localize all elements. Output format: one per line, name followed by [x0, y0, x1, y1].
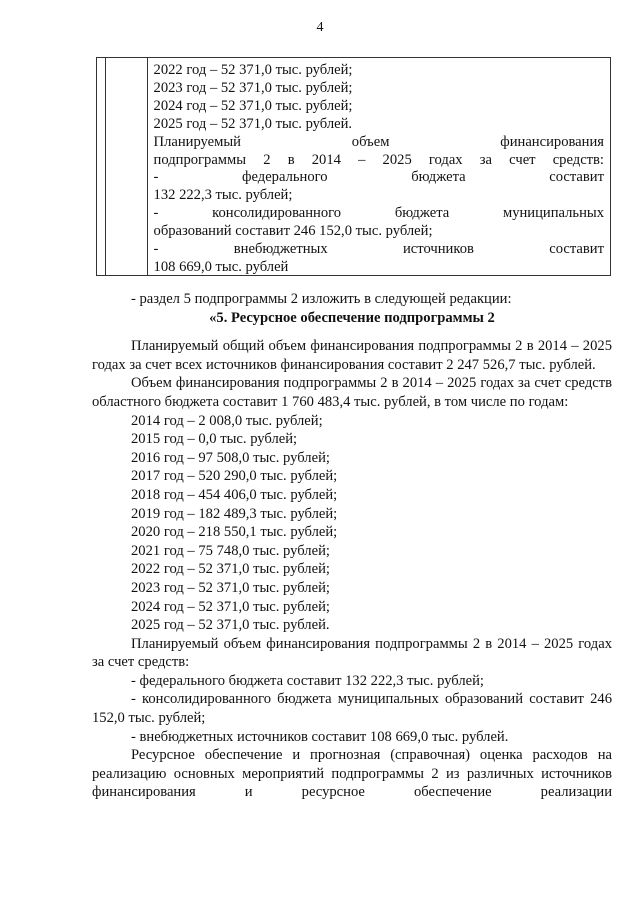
year-item: 2019 год – 182 489,3 тыс. рублей;: [131, 505, 338, 522]
funding-item-municipal: - консолидированного бюджета муниципальных образований составит 246 152,0 тыс. рублей;: [92, 691, 612, 727]
document-body: [92, 290, 612, 802]
table-line: 132 222,3 тыс. рублей;: [153, 187, 293, 204]
year-item: 2025 год – 52 371,0 тыс. рублей.: [131, 617, 330, 634]
table-column-1: [97, 58, 106, 275]
table-cell-financing-text: [148, 58, 610, 275]
year-item: 2022 год – 52 371,0 тыс. рублей;: [131, 561, 330, 578]
funding-item-extrabudgetary: - внебюджетных источников составит 108 669,0 тыс. рублей.: [131, 728, 509, 745]
table-line: Планируемый объем финансирования: [153, 133, 604, 150]
year-item: 2020 год – 218 550,1 тыс. рублей;: [131, 524, 338, 541]
year-item: 2017 год – 520 290,0 тыс. рублей;: [131, 468, 338, 485]
year-item: 2016 год – 97 508,0 тыс. рублей;: [131, 449, 330, 466]
paragraph-planned-financing: Планируемый объем финансирования подпрограммы 2 в 2014 – 2025 годах за счет средств:: [92, 635, 612, 671]
years-list: [92, 412, 612, 635]
table-line: образований составит 246 152,0 тыс. рублей;: [153, 223, 433, 240]
table-column-2: [106, 58, 147, 275]
year-item: 2018 год – 454 406,0 тыс. рублей;: [131, 486, 338, 503]
year-item: 2024 год – 52 371,0 тыс. рублей;: [131, 598, 330, 615]
year-item: 2023 год – 52 371,0 тыс. рублей;: [131, 579, 330, 596]
year-item: 2015 год – 0,0 тыс. рублей;: [131, 431, 298, 448]
table-line: 2022 год – 52 371,0 тыс. рублей;: [153, 62, 353, 78]
section-title: «5. Ресурсное обеспечение подпрограммы 2: [209, 309, 495, 326]
paragraph-regional-budget: Объем финансирования подпрограммы 2 в 2014 – 2025 годах за счет средств областного бюджета составит 1 760 483,4 тыс. рублей, в том числе по годам:: [92, 375, 612, 410]
page-number: 4: [316, 20, 324, 35]
amendment-intro: - раздел 5 подпрограммы 2 изложить в следующей редакции:: [131, 291, 512, 307]
table-line: 2023 год – 52 371,0 тыс. рублей;: [153, 79, 353, 96]
table-line: - внебюджетных источников составит: [153, 241, 604, 258]
table-line: 108 669,0 тыс. рублей: [153, 258, 289, 275]
year-item: 2014 год – 2 008,0 тыс. рублей;: [131, 412, 323, 429]
funding-item-federal: - федерального бюджета составит 132 222,3 тыс. рублей;: [131, 672, 484, 689]
table-line: 2025 год – 52 371,0 тыс. рублей.: [153, 115, 353, 132]
paragraph-total-financing: Планируемый общий объем финансирования подпрограммы 2 в 2014 – 2025 годах за счет всех источников финансирования составит 2 247 526,7 тыс. рублей.: [92, 338, 612, 373]
table-line: 2024 год – 52 371,0 тыс. рублей;: [153, 97, 353, 114]
financing-table: [96, 57, 611, 276]
table-line: подпрограммы 2 в 2014 – 2025 годах за счет средств:: [153, 151, 604, 168]
year-item: 2021 год – 75 748,0 тыс. рублей;: [131, 542, 330, 559]
table-line: - федерального бюджета составит: [153, 169, 604, 186]
table-line: - консолидированного бюджета муниципальных: [153, 205, 604, 222]
paragraph-resource-provision: Ресурсное обеспечение и прогнозная (справочная) оценка расходов на реализацию основных мероприятий подпрограммы 2 из различных источников финансирования и ресурсное обеспечение реализации: [92, 747, 612, 801]
